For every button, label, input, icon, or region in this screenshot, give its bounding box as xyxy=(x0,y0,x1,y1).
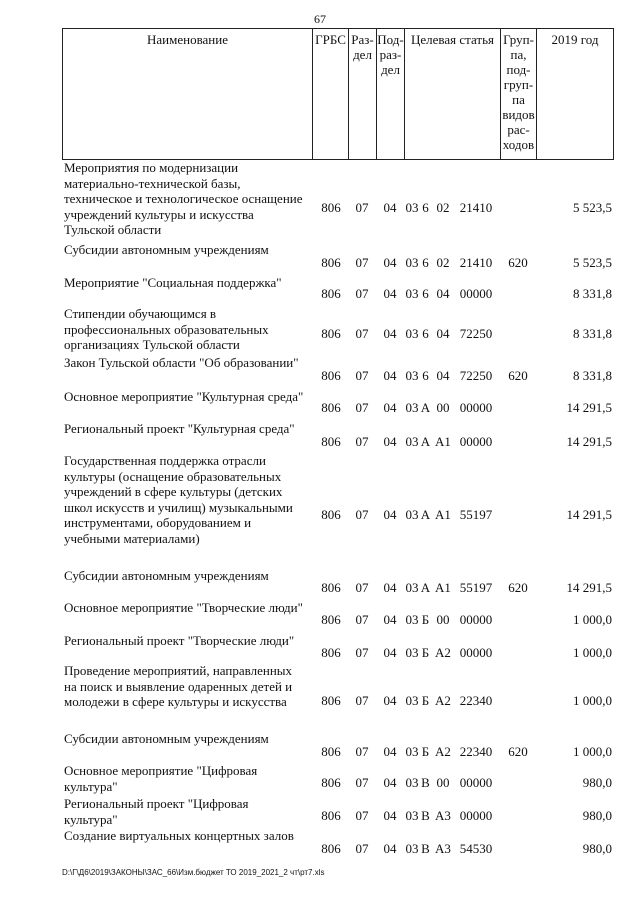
row-t1: 03 xyxy=(405,693,419,708)
row-name: Закон Тульской области "Об образовании" xyxy=(64,355,299,370)
row-t4: 00000 xyxy=(459,775,493,790)
row-grbs: 806 xyxy=(321,645,341,660)
row-grbs: 806 xyxy=(321,744,341,759)
row-grbs: 806 xyxy=(321,326,341,341)
row-t2: Б xyxy=(421,744,430,759)
row-sum: 1 000,0 xyxy=(573,693,612,708)
row-name: Мероприятие "Социальная поддержка" xyxy=(64,275,282,290)
row-podr: 04 xyxy=(383,255,397,270)
row-name: Региональный проект "Культурная среда" xyxy=(64,421,295,436)
row-t3: А2 xyxy=(435,693,451,708)
row-podr: 04 xyxy=(383,612,397,627)
row-t1: 03 xyxy=(405,434,419,449)
row-name: Мероприятия по модернизации материально-технической базы, техническое и технологическое оснащение учреждений культуры и искусства Тульской области xyxy=(64,160,303,237)
row-grbs: 806 xyxy=(321,434,341,449)
row-razd: 07 xyxy=(355,255,369,270)
row-t4: 00000 xyxy=(459,286,493,301)
row-name: Основное мероприятие "Творческие люди" xyxy=(64,600,303,615)
row-t4: 00000 xyxy=(459,400,493,415)
page-number: 67 xyxy=(314,12,326,26)
row-t2: В xyxy=(421,775,430,790)
row-t1: 03 xyxy=(405,808,419,823)
row-razd: 07 xyxy=(355,645,369,660)
row-grbs: 806 xyxy=(321,255,341,270)
row-grbs: 806 xyxy=(321,368,341,383)
row-grbs: 806 xyxy=(321,841,341,856)
row-t2: Б xyxy=(421,693,430,708)
row-t1: 03 xyxy=(405,775,419,790)
row-sum: 980,0 xyxy=(582,841,612,856)
row-t2: А xyxy=(420,507,431,522)
row-razd: 07 xyxy=(355,434,369,449)
row-t2: Б xyxy=(421,612,430,627)
row-t1: 03 xyxy=(405,200,419,215)
row-t4: 72250 xyxy=(459,368,493,383)
row-sum: 14 291,5 xyxy=(566,400,612,415)
row-sum: 8 331,8 xyxy=(573,286,612,301)
row-podr: 04 xyxy=(383,326,397,341)
row-sum: 14 291,5 xyxy=(566,507,612,522)
row-t1: 03 xyxy=(405,400,419,415)
row-t4: 21410 xyxy=(459,200,493,215)
row-t4: 55197 xyxy=(459,580,493,595)
row-t2: 6 xyxy=(422,326,429,341)
row-razd: 07 xyxy=(355,841,369,856)
row-t3: А3 xyxy=(435,808,451,823)
row-t3: А2 xyxy=(435,744,451,759)
row-t4: 00000 xyxy=(459,645,493,660)
row-sum: 5 523,5 xyxy=(573,200,612,215)
row-t3: А1 xyxy=(435,580,451,595)
row-name: Субсидии автономным учреждениям xyxy=(64,568,269,583)
header-year: 2019 год xyxy=(536,29,614,159)
row-t4: 00000 xyxy=(459,612,493,627)
row-grbs: 806 xyxy=(321,693,341,708)
row-t4: 00000 xyxy=(459,434,493,449)
row-t2: 6 xyxy=(422,255,429,270)
row-name: Создание виртуальных концертных залов xyxy=(64,828,294,843)
row-razd: 07 xyxy=(355,368,369,383)
row-t1: 03 xyxy=(405,326,419,341)
row-t3: 02 xyxy=(436,255,450,270)
row-razd: 07 xyxy=(355,775,369,790)
row-podr: 04 xyxy=(383,775,397,790)
row-t3: А2 xyxy=(435,645,451,660)
row-name: Стипендии обучающимся в профессиональных образовательных организациях Тульской области xyxy=(64,306,269,352)
footer-file-path: D:\Г\Д6\2019\ЗАКОНЫ\ЗАС_66\Изм.бюджет ТО 2019_2021_2 чт\рт7.xls xyxy=(62,868,325,877)
row-razd: 07 xyxy=(355,286,369,301)
row-t2: А xyxy=(420,400,431,415)
row-sum: 8 331,8 xyxy=(573,368,612,383)
row-t4: 72250 xyxy=(459,326,493,341)
row-t3: 00 xyxy=(436,612,450,627)
row-t2: А xyxy=(420,434,431,449)
row-t2: 6 xyxy=(422,286,429,301)
row-grbs: 806 xyxy=(321,580,341,595)
row-grbs: 806 xyxy=(321,286,341,301)
header-target: Целевая статья xyxy=(404,29,500,159)
row-t3: 04 xyxy=(436,326,450,341)
row-podr: 04 xyxy=(383,368,397,383)
header-name: Наименование xyxy=(62,29,312,159)
row-t4: 54530 xyxy=(459,841,493,856)
row-name: Субсидии автономным учреждениям xyxy=(64,242,269,257)
row-sum: 1 000,0 xyxy=(573,612,612,627)
row-grbs: 806 xyxy=(321,612,341,627)
row-name: Проведение мероприятий, направленных на поиск и выявление одаренных детей и молодежи в сфере культуры и искусства xyxy=(64,663,293,709)
header-podrazdel: Под- раз- дел xyxy=(376,29,404,159)
row-podr: 04 xyxy=(383,693,397,708)
row-razd: 07 xyxy=(355,400,369,415)
row-razd: 07 xyxy=(355,580,369,595)
row-podr: 04 xyxy=(383,400,397,415)
row-t1: 03 xyxy=(405,286,419,301)
row-sum: 5 523,5 xyxy=(573,255,612,270)
row-podr: 04 xyxy=(383,200,397,215)
row-podr: 04 xyxy=(383,286,397,301)
row-razd: 07 xyxy=(355,744,369,759)
row-razd: 07 xyxy=(355,200,369,215)
row-t3: 04 xyxy=(436,286,450,301)
row-razd: 07 xyxy=(355,612,369,627)
row-razd: 07 xyxy=(355,507,369,522)
row-t1: 03 xyxy=(405,368,419,383)
row-t2: 6 xyxy=(422,368,429,383)
row-podr: 04 xyxy=(383,744,397,759)
row-t1: 03 xyxy=(405,744,419,759)
row-name: Основное мероприятие "Цифровая культура" xyxy=(64,763,258,794)
row-grp: 620 xyxy=(508,255,528,270)
row-name: Региональный проект "Творческие люди" xyxy=(64,633,295,648)
row-sum: 8 331,8 xyxy=(573,326,612,341)
row-podr: 04 xyxy=(383,507,397,522)
row-t3: А1 xyxy=(435,507,451,522)
row-t1: 03 xyxy=(405,580,419,595)
row-grbs: 806 xyxy=(321,400,341,415)
row-grp: 620 xyxy=(508,744,528,759)
row-grbs: 806 xyxy=(321,808,341,823)
row-t4: 55197 xyxy=(459,507,493,522)
row-t4: 00000 xyxy=(459,808,493,823)
row-sum: 1 000,0 xyxy=(573,645,612,660)
row-razd: 07 xyxy=(355,808,369,823)
row-t3: 00 xyxy=(436,400,450,415)
row-name: Основное мероприятие "Культурная среда" xyxy=(64,389,304,404)
row-t4: 22340 xyxy=(459,693,493,708)
row-podr: 04 xyxy=(383,841,397,856)
row-t2: В xyxy=(421,841,430,856)
row-podr: 04 xyxy=(383,580,397,595)
row-grbs: 806 xyxy=(321,507,341,522)
row-podr: 04 xyxy=(383,434,397,449)
row-grp: 620 xyxy=(508,580,528,595)
row-podr: 04 xyxy=(383,645,397,660)
row-grbs: 806 xyxy=(321,775,341,790)
row-t2: Б xyxy=(421,645,430,660)
row-name: Государственная поддержка отрасли культуры (оснащение образовательных учреждений в сфере культуры (детских школ искусств и училищ) музыкальными инструментами, оборудованием и учебными материалами) xyxy=(64,453,293,546)
row-grbs: 806 xyxy=(321,200,341,215)
row-t1: 03 xyxy=(405,507,419,522)
row-grp: 620 xyxy=(508,368,528,383)
row-t3: А3 xyxy=(435,841,451,856)
row-t3: 02 xyxy=(436,200,450,215)
header-group: Груп- па, под- груп- па видов рас- ходов xyxy=(500,29,536,159)
row-t3: 00 xyxy=(436,775,450,790)
row-name: Субсидии автономным учреждениям xyxy=(64,731,269,746)
row-t3: А1 xyxy=(435,434,451,449)
row-t3: 04 xyxy=(436,368,450,383)
row-t1: 03 xyxy=(405,612,419,627)
row-razd: 07 xyxy=(355,693,369,708)
row-t1: 03 xyxy=(405,841,419,856)
header-razdel: Раз- дел xyxy=(348,29,376,159)
row-t1: 03 xyxy=(405,255,419,270)
table-header xyxy=(62,28,614,160)
row-t2: А xyxy=(420,580,431,595)
row-sum: 980,0 xyxy=(582,808,612,823)
row-razd: 07 xyxy=(355,326,369,341)
row-t4: 22340 xyxy=(459,744,493,759)
row-sum: 14 291,5 xyxy=(566,580,612,595)
row-sum: 14 291,5 xyxy=(566,434,612,449)
row-sum: 1 000,0 xyxy=(573,744,612,759)
row-name: Региональный проект "Цифровая культура" xyxy=(64,796,249,827)
row-sum: 980,0 xyxy=(582,775,612,790)
row-t1: 03 xyxy=(405,645,419,660)
row-t4: 21410 xyxy=(459,255,493,270)
row-t2: В xyxy=(421,808,430,823)
row-t2: 6 xyxy=(422,200,429,215)
header-grbs: ГРБС xyxy=(312,29,348,159)
row-podr: 04 xyxy=(383,808,397,823)
